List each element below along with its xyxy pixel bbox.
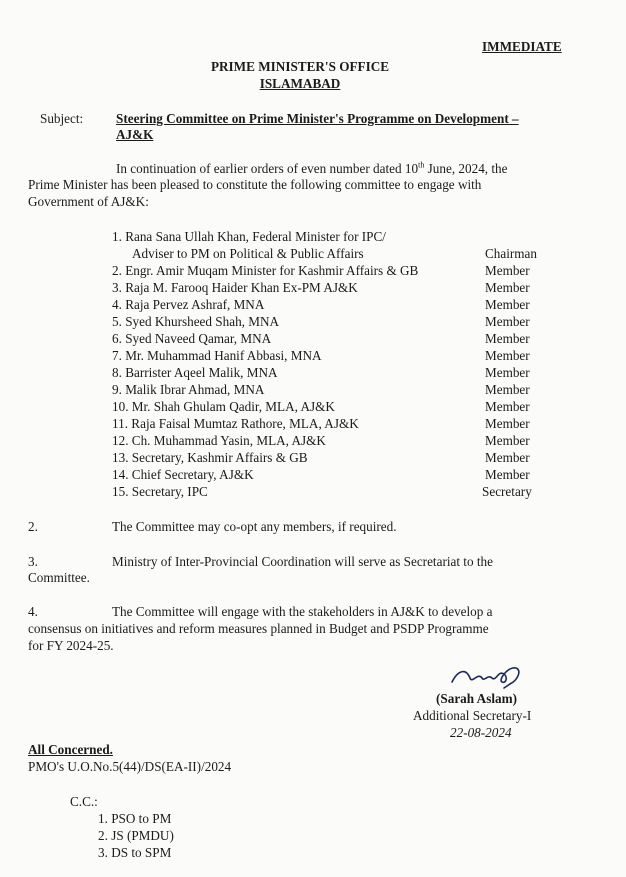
member-role: Member [485, 416, 530, 431]
para-3-number: 3. [28, 554, 38, 569]
cc-label: C.C.: [70, 794, 98, 809]
cc-item: 1. PSO to PM [98, 811, 172, 826]
member-role: Member [485, 297, 530, 312]
member-name: 9. Malik Ibrar Ahmad, MNA [112, 382, 265, 397]
cc-item: 2. JS (PMDU) [98, 828, 174, 843]
reference-number: PMO's U.O.No.5(44)/DS(EA-II)/2024 [28, 759, 232, 774]
para-2-number: 2. [28, 519, 38, 534]
member-name: 8. Barrister Aqeel Malik, MNA [112, 365, 278, 380]
member-name: 7. Mr. Muhammad Hanif Abbasi, MNA [112, 348, 322, 363]
signature-date: 22-08-2024 [450, 725, 512, 740]
member-role: Member [485, 365, 530, 380]
subject-label: Subject: [40, 111, 84, 126]
intro-line-1: In continuation of earlier orders of even number dated 10th June, 2024, the [116, 160, 508, 176]
member-role: Member [485, 263, 530, 278]
member-name: 11. Raja Faisal Mumtaz Rathore, MLA, AJ&K [112, 416, 359, 431]
all-concerned-heading: All Concerned. [28, 742, 113, 757]
para-4-number: 4. [28, 604, 38, 619]
signatory-name: (Sarah Aslam) [436, 691, 517, 706]
member-role: Member [485, 450, 530, 465]
para-3-line-1: Ministry of Inter-Provincial Coordination will serve as Secretariat to the [112, 554, 493, 569]
para-4-line-1: The Committee will engage with the stakeholders in AJ&K to develop a [112, 604, 493, 619]
para-4-line-3: for FY 2024-25. [28, 638, 114, 653]
cc-item: 3. DS to SPM [98, 845, 172, 860]
member-name: 12. Ch. Muhammad Yasin, MLA, AJ&K [112, 433, 326, 448]
member-role: Member [485, 433, 530, 448]
member-name-line: Adviser to PM on Political & Public Affairs [132, 246, 364, 261]
member-role: Member [485, 467, 530, 482]
intro-line-3: Government of AJ&K: [28, 194, 149, 209]
member-name: 3. Raja M. Farooq Haider Khan Ex-PM AJ&K [112, 280, 358, 295]
member-name: 15. Secretary, IPC [112, 484, 208, 499]
member-name: 14. Chief Secretary, AJ&K [112, 467, 254, 482]
member-name: 2. Engr. Amir Muqam Minister for Kashmir Affairs & GB [112, 263, 419, 278]
signatory-designation: Additional Secretary-I [413, 708, 532, 723]
member-name: 13. Secretary, Kashmir Affairs & GB [112, 450, 308, 465]
member-role: Secretary [482, 484, 532, 499]
office-name: PRIME MINISTER'S OFFICE [210, 59, 390, 74]
member-role: Chairman [485, 246, 538, 261]
member-name: 6. Syed Naveed Qamar, MNA [112, 331, 272, 346]
para-2-text: The Committee may co-opt any members, if required. [112, 519, 397, 534]
member-role: Member [485, 280, 530, 295]
signature-graphic [448, 660, 526, 692]
member-name-line: 1. Rana Sana Ullah Khan, Federal Minister for IPC/ [112, 229, 386, 244]
para-3-line-2: Committee. [28, 570, 90, 585]
subject-line-1: Steering Committee on Prime Minister's Programme on Development – [116, 111, 519, 126]
member-role: Member [485, 331, 530, 346]
para-4-line-2: consensus on initiatives and reform measures planned in Budget and PSDP Programme [28, 621, 489, 636]
office-city: ISLAMABAD [259, 76, 341, 91]
member-name: 10. Mr. Shah Ghulam Qadir, MLA, AJ&K [112, 399, 335, 414]
subject-line-2: AJ&K [116, 127, 154, 142]
intro-line-2: Prime Minister has been pleased to constitute the following committee to engage with [28, 177, 482, 192]
member-name: 4. Raja Pervez Ashraf, MNA [112, 297, 265, 312]
member-role: Member [485, 348, 530, 363]
member-role: Member [485, 314, 530, 329]
member-role: Member [485, 382, 530, 397]
member-role: Member [485, 399, 530, 414]
member-name: 5. Syed Khursheed Shah, MNA [112, 314, 280, 329]
priority-marking: IMMEDIATE [482, 39, 562, 54]
